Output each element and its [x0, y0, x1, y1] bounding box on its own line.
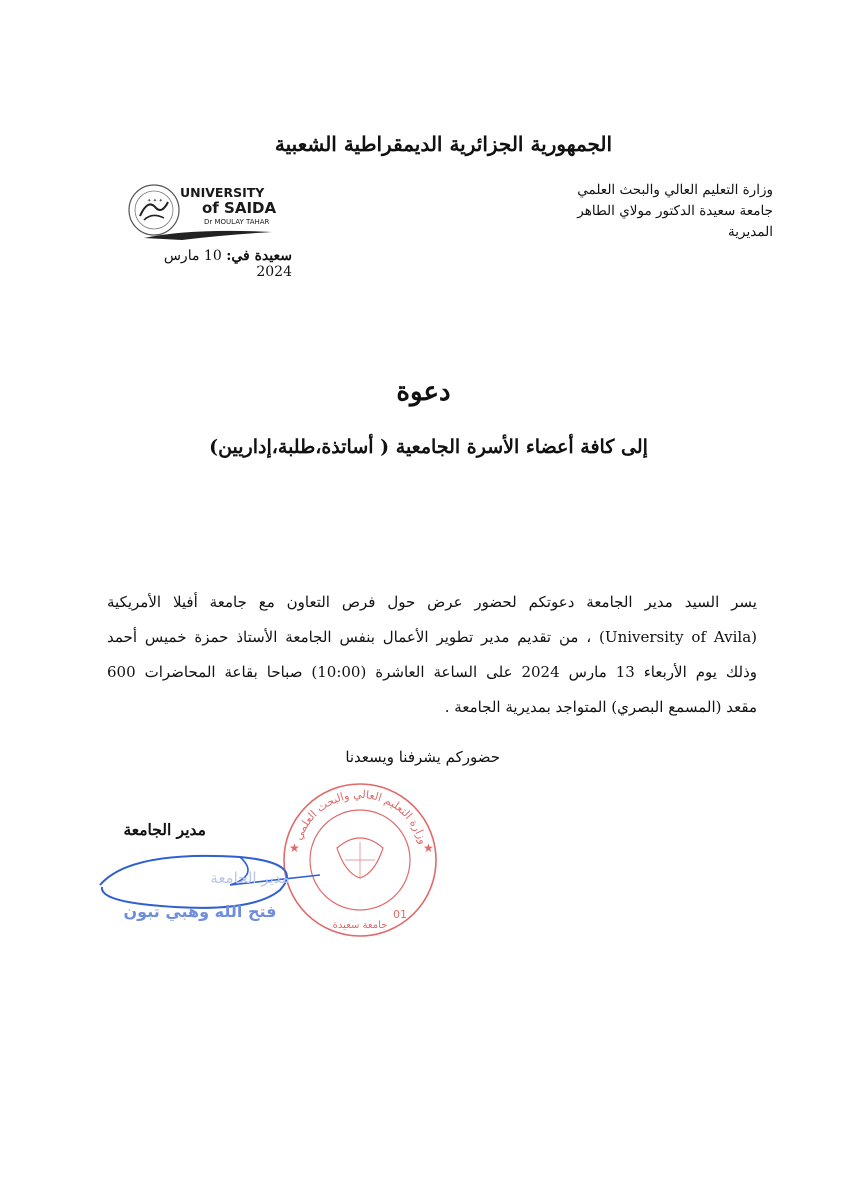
invitation-subtitle: إلى كافة أعضاء الأسرة الجامعية ( أساتذة،طلبة،إداريين) [209, 436, 648, 458]
signature-ink-line1: مدير الجامعة [210, 869, 290, 887]
stamp-bottom-text: جامعة سعيدة [332, 920, 388, 931]
date-label: سعيدة في: [226, 248, 292, 264]
svg-text:✦ ✦ ✦: ✦ ✦ ✦ [147, 198, 163, 204]
body-line: (University of Avila) ، من تقديم مدير تطوير الأعمال بنفس الجامعة الأستاذ حمزة خميس أحمد [107, 628, 757, 646]
date-value: 10 مارس 2024 [163, 248, 292, 280]
body-line: وذلك يوم الأربعاء 13 مارس 2024 على الساعة العاشرة (10:00) صباحا بقاعة المحاضرات 600 [107, 663, 757, 681]
invitation-body [107, 585, 757, 725]
stamp-number: 01 [393, 908, 407, 921]
logo-line3: Dr MOULAY TAHAR [204, 218, 270, 226]
signature-title: مدير الجامعة [123, 820, 206, 839]
body-line: يسر السيد مدير الجامعة دعوتكم لحضور عرض حول فرص التعاون مع جامعة أفيلا الأمريكية [107, 593, 757, 611]
signature-graphic [90, 845, 340, 935]
ministry-block [577, 180, 773, 243]
svg-text:وزارة التعليم العالي والبحث ال [292, 788, 430, 846]
signature-ink-line2: فتح الله وهبي تبون [123, 902, 277, 921]
logo-line2: of SAIDA [202, 199, 277, 217]
body-line: مقعد (المسمع البصري) المتواجد بمديرية الجامعة . [444, 698, 757, 716]
university-line: جامعة سعيدة الدكتور مولاي الطاهر [577, 203, 773, 219]
directorate-line: المديرية [728, 224, 773, 240]
republic-header: الجمهورية الجزائرية الديمقراطية الشعبية [274, 132, 613, 156]
ministry-line: وزارة التعليم العالي والبحث العلمي [577, 182, 773, 198]
university-logo-graphic [122, 180, 282, 242]
handwritten-signature [90, 845, 340, 935]
closing-line: حضوركم يشرفنا ويسعدنا [345, 748, 500, 766]
university-logo [122, 180, 282, 242]
star-icon: ★ [289, 841, 300, 855]
star-icon: ★ [423, 841, 434, 855]
date-line [130, 248, 292, 280]
stamp-ring-text: وزارة التعليم العالي والبحث العلمي [291, 787, 430, 846]
invitation-title: دعوة [396, 377, 451, 407]
logo-line1: UNIVERSITY [180, 185, 265, 200]
